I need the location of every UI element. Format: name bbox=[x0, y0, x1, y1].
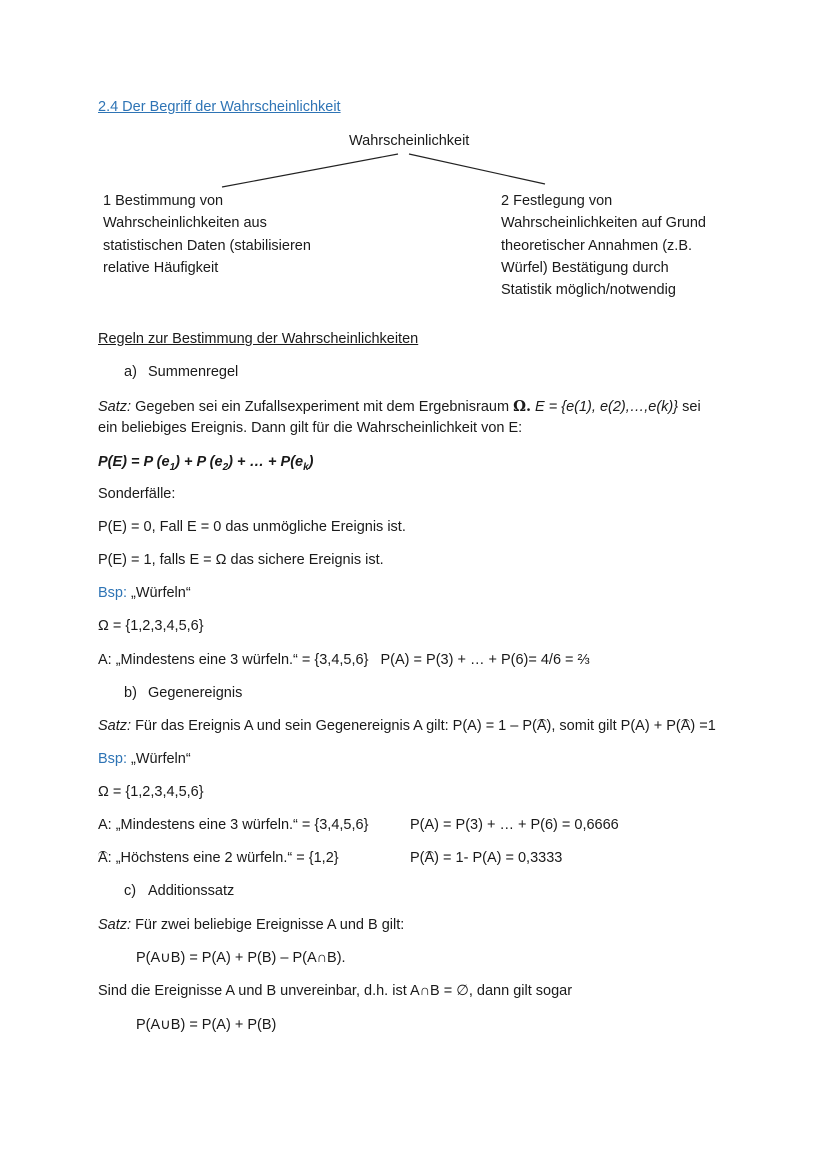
left-branch-line bbox=[222, 154, 398, 187]
complement-a: A bbox=[536, 718, 547, 734]
left-line: statistischen Daten (stabilisieren bbox=[103, 237, 311, 254]
item-c-title: Additionssatz bbox=[148, 883, 235, 899]
satz-label: Satz: bbox=[98, 917, 132, 933]
satz-a-line1: Satz: Gegeben sei ein Zufallsexperiment mit dem Ergebnisraum Ω. E = {e(1), e(2),…,e(k)} sei bbox=[98, 398, 701, 415]
example-a-line: A: „Mindestens eine 3 würfeln.“ = {3,4,5,6} P(A) = P(3) + … + P(6)= 4/6 = ⅔ bbox=[98, 652, 590, 668]
example-b-event-complement: A: „Höchstens eine 2 würfeln.“ = {1,2} bbox=[98, 850, 339, 866]
bsp-label: Bsp: bbox=[98, 585, 128, 601]
section-title: 2.4 Der Begriff der Wahrscheinlichkeit bbox=[98, 99, 341, 115]
example-b-event-a: A: „Mindestens eine 3 würfeln.“ = {3,4,5,6} bbox=[98, 817, 369, 833]
addition-formula: P(A∪B) = P(A) + P(B) – P(A∩B). bbox=[136, 950, 346, 966]
item-b-title: Gegenereignis bbox=[148, 685, 243, 701]
diagram-root-label: Wahrscheinlichkeit bbox=[349, 133, 470, 149]
diagram-right-branch bbox=[501, 190, 706, 301]
right-line: theoretischer Annahmen (z.B. bbox=[501, 237, 693, 254]
item-b-label: b) bbox=[124, 685, 137, 701]
complement-a: A bbox=[680, 718, 691, 734]
complement-a: A bbox=[424, 850, 435, 866]
rules-heading: Regeln zur Bestimmung der Wahrscheinlichkeiten bbox=[98, 331, 419, 347]
special-case-1: P(E) = 0, Fall E = 0 das unmögliche Ereignis ist. bbox=[98, 519, 406, 535]
omega-set-b: Ω = {1,2,3,4,5,6} bbox=[98, 784, 204, 800]
bsp-label: Bsp: bbox=[98, 751, 128, 767]
right-line: Statistik möglich/notwendig bbox=[501, 282, 676, 299]
item-c-label: c) bbox=[124, 883, 137, 899]
example-b-prob-a: P(A) = P(3) + … + P(6) = 0,6666 bbox=[410, 817, 619, 833]
right-line: Wahrscheinlichkeiten auf Grund bbox=[501, 215, 706, 232]
satz-a-line2: ein beliebiges Ereignis. Dann gilt für die Wahrscheinlichkeit von E: bbox=[98, 420, 523, 436]
item-a-title: Summenregel bbox=[148, 364, 239, 380]
sum-rule-formula: P(E) = P $(e_1) + P$ $(e_2)$ + … + $P(e_k)$ bbox=[98, 454, 314, 473]
right-line: 2 Festlegung von bbox=[501, 193, 613, 209]
complement-a: A bbox=[98, 850, 108, 866]
sonderfaelle-label: Sonderfälle: bbox=[98, 486, 176, 502]
satz-label: Satz: bbox=[98, 399, 132, 415]
satz-c-line: Satz: Für zwei beliebige Ereignisse A und B gilt: bbox=[98, 917, 405, 933]
omega-set-a: Ω = {1,2,3,4,5,6} bbox=[98, 618, 204, 634]
right-branch-line bbox=[409, 154, 545, 184]
disjoint-condition: Sind die Ereignisse A und B unvereinbar, d.h. ist A∩B = ∅, dann gilt sogar bbox=[98, 983, 573, 999]
left-line: relative Häufigkeit bbox=[103, 259, 219, 276]
diagram-left-branch bbox=[103, 190, 311, 279]
special-case-2: P(E) = 1, falls E = Ω das sichere Ereignis ist. bbox=[98, 552, 384, 568]
example-a-heading: Bsp: „Würfeln“ bbox=[98, 585, 191, 601]
example-b-prob-complement: P(A) = 1- P(A) = 0,3333 bbox=[410, 850, 563, 866]
example-b-heading: Bsp: „Würfeln“ bbox=[98, 751, 191, 767]
satz-b-line: Satz: Für das Ereignis A und sein Gegenereignis A gilt: P(A) = 1 – P(A), somit gilt P(A) + P(A) =1 bbox=[98, 718, 716, 734]
satz-label: Satz: bbox=[98, 718, 132, 734]
item-a-label: a) bbox=[124, 364, 137, 380]
right-line: Würfel) Bestätigung durch bbox=[501, 259, 669, 276]
disjoint-formula: P(A∪B) = P(A) + P(B) bbox=[136, 1017, 277, 1033]
left-line: Wahrscheinlichkeiten aus bbox=[103, 215, 267, 232]
left-line: 1 Bestimmung von bbox=[103, 193, 224, 209]
